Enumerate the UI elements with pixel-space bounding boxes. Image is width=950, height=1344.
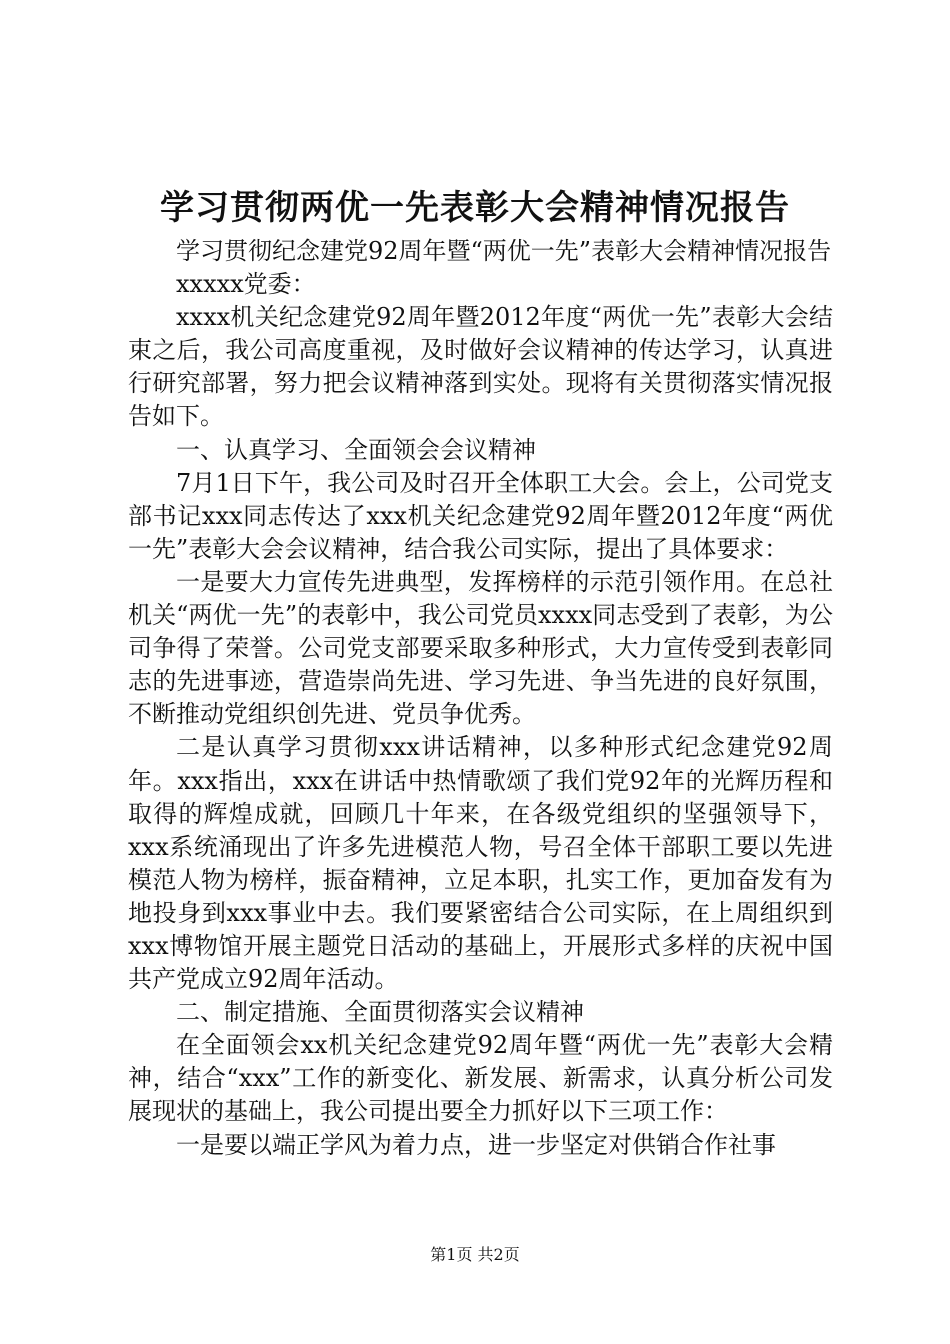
report-subtitle-paragraph: 学习贯彻纪念建党92周年暨“两优一先”表彰大会精神情况报告 [176, 237, 832, 265]
addressee-paragraph: xxxxx党委： [176, 270, 316, 299]
page-footer: 第1页 共2页 [430, 1245, 520, 1264]
document-title: 学习贯彻两优一先表彰大会精神情况报告 [160, 188, 790, 228]
body-paragraph: 一是要以端正学风为着力点，进一步坚定对供销合作社事 [176, 1130, 776, 1159]
document-body [128, 235, 833, 1162]
body-paragraph: 在全面领会xx机关纪念建党92周年暨“两优一先”表彰大会精神，结合“xxx”工作的新变化、新发展、新需求，认真分析公司发展现状的基础上，我公司提出要全力抓好以下三项工作： [128, 1031, 833, 1126]
section-heading-2: 二、制定措施、全面贯彻落实会议精神 [176, 998, 584, 1027]
section-heading-1: 一、认真学习、全面领会会议精神 [176, 435, 536, 464]
body-paragraph: 二是认真学习贯彻xxx讲话精神，以多种形式纪念建党92周年。xxx指出，xxx在讲话中热情歌颂了我们党92年的光辉历程和取得的辉煌成就，回顾几十年来，在各级党组织的坚强领导下，xxx系统涌现出了许多先进模范人物，号召全体干部职工要以先进模范人物为榜样，振奋精神，立足本职，扎实工作，更加奋发有为地投身到xxx事业中去。我们要紧密结合公司实际，在上周组织到xxx博物馆开展主题党日活动的基础上，开展形式多样的庆祝中国共产党成立92周年活动。 [128, 733, 833, 994]
intro-paragraph: xxxx机关纪念建党92周年暨2012年度“两优一先”表彰大会结束之后，我公司高度重视，及时做好会议精神的传达学习，认真进行研究部署，努力把会议精神落到实处。现将有关贯彻落实情况报告如下。 [128, 303, 833, 431]
body-paragraph: 一是要大力宣传先进典型，发挥榜样的示范引领作用。在总社机关“两优一先”的表彰中，我公司党员xxxx同志受到了表彰，为公司争得了荣誉。公司党支部要采取多种形式，大力宣传受到表彰同志的先进事迹，营造崇尚先进、学习先进、争当先进的良好氛围，不断推动党组织创先进、党员争优秀。 [128, 567, 833, 729]
body-paragraph: 7月1日下午，我公司及时召开全体职工大会。会上，公司党支部书记xxx同志传达了xxx机关纪念建党92周年暨2012年度“两优一先”表彰大会会议精神，结合我公司实际，提出了具体要求： [128, 468, 833, 563]
